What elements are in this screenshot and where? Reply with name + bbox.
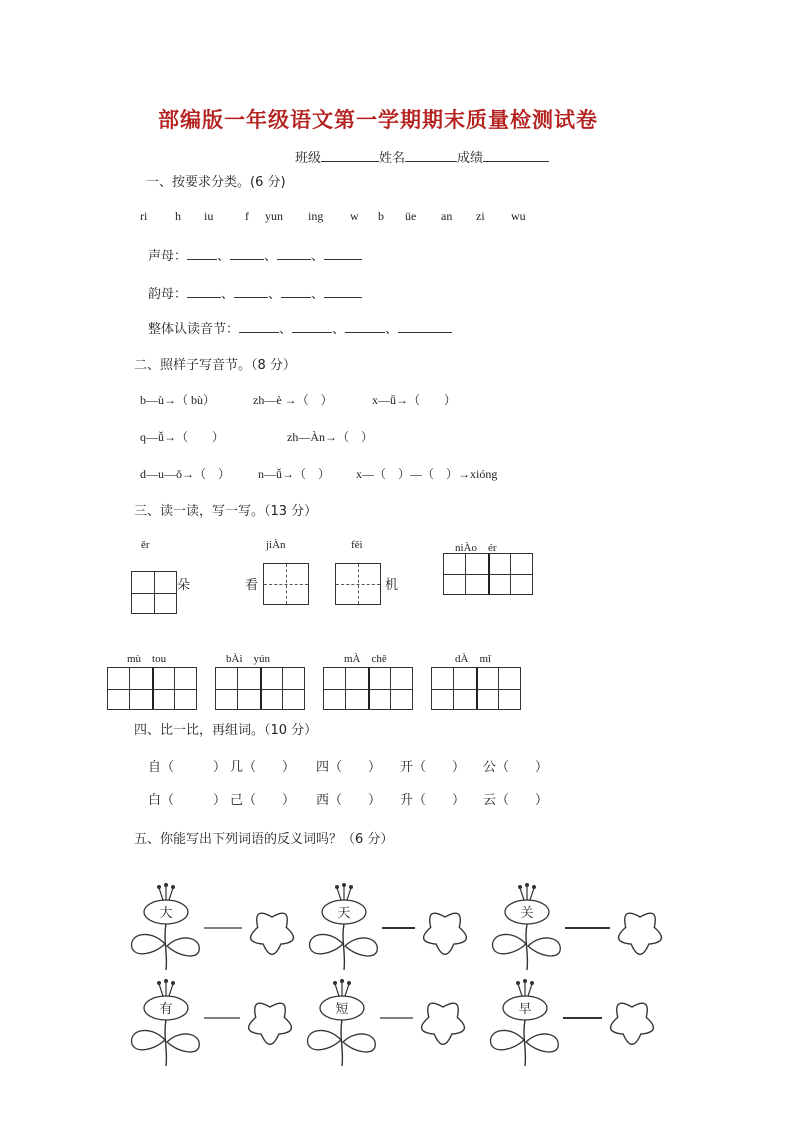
flower-word: 早	[518, 1002, 532, 1017]
pinyin-label: dÀ mǐ	[455, 653, 492, 665]
s2-item: x—（ ）—（ ）→xióng	[356, 467, 498, 481]
flower-word: 有	[159, 1002, 173, 1017]
antenna-dot	[532, 885, 536, 889]
leaf-left	[493, 934, 526, 953]
leaf-right	[526, 1034, 558, 1052]
s2-item: zh—Àn→（ ）	[287, 430, 373, 444]
answer-flower[interactable]	[251, 913, 294, 954]
s2-item: n—ǚ→（ ）	[258, 467, 331, 481]
letter: h	[175, 209, 181, 223]
pinyin-label: jiÀn	[266, 539, 286, 551]
antenna-dot	[157, 885, 161, 889]
letter: zi	[476, 209, 485, 223]
flower-stem	[341, 1020, 342, 1066]
flower-word: 天	[337, 906, 351, 921]
antenna-line	[335, 982, 349, 996]
letter: ing	[308, 209, 324, 223]
pinyin-label: fēi	[351, 539, 363, 551]
zhengti-label: 整体认读音节：	[148, 322, 240, 337]
antenna-dot	[171, 981, 175, 985]
antenna-dot	[518, 885, 522, 889]
letter: w	[350, 209, 359, 223]
flower-stem	[524, 1020, 525, 1066]
shengmu-label: 声母：	[148, 249, 188, 264]
flower-word: 短	[335, 1002, 349, 1017]
char-label: 看	[245, 578, 259, 593]
antenna-line	[520, 886, 534, 900]
flower-word: 大	[159, 906, 173, 921]
s2-item: b—ù→（ bù）	[140, 393, 216, 407]
compare-item: 开（ ）	[400, 760, 466, 775]
compare-item: 公（ ）	[483, 760, 549, 775]
antenna-line	[337, 886, 351, 900]
antenna-dot	[164, 979, 168, 983]
antenna-dot	[530, 981, 534, 985]
antenna-dot	[164, 883, 168, 887]
antenna-dot	[349, 885, 353, 889]
compare-item: 自（ ）	[148, 760, 227, 775]
letter: ri	[140, 209, 148, 223]
antenna-dot	[171, 885, 175, 889]
antenna-dot	[335, 885, 339, 889]
s2-item: q—ǚ→（ ）	[140, 430, 225, 444]
section-2-heading: 二、照样子写音节。（8 分）	[134, 358, 296, 373]
answer-flower[interactable]	[424, 913, 467, 954]
answer-flower[interactable]	[422, 1003, 465, 1044]
pinyin-label: bÀi yún	[226, 653, 270, 665]
yunmu-row: 韵母： 、 、 、	[148, 283, 362, 302]
s2-item: x—ǖ→（ ）	[372, 393, 457, 407]
antenna-dot	[523, 979, 527, 983]
compare-item: 己（ ）	[230, 793, 296, 808]
leaf-left	[308, 1030, 341, 1049]
antenna-line	[159, 982, 173, 996]
letter: an	[441, 209, 453, 223]
compare-item: 四（ ）	[316, 760, 382, 775]
leaf-right	[345, 938, 377, 956]
antenna-line	[518, 982, 532, 996]
letter: üe	[405, 209, 417, 223]
leaf-right	[167, 938, 199, 956]
answer-flower[interactable]	[611, 1003, 654, 1044]
pinyin-label: mÀ chē	[344, 653, 387, 665]
letter: b	[378, 209, 384, 223]
s2-item: zh—è →（ ）	[253, 393, 333, 407]
flower-stem	[343, 924, 344, 970]
antenna-dot	[157, 981, 161, 985]
score-label: 成绩	[457, 151, 484, 166]
pinyin-label: niÀo ér	[455, 542, 497, 554]
leaf-left	[310, 934, 343, 953]
zhengti-row: 整体认读音节： 、 、 、	[148, 318, 452, 337]
compare-item: 白（ ）	[148, 793, 227, 808]
leaf-left	[491, 1030, 524, 1049]
section-4-heading: 四、比一比，再组词。（10 分）	[134, 723, 318, 738]
answer-flower[interactable]	[249, 1003, 292, 1044]
char-label: 机	[385, 578, 399, 593]
flower-stem	[165, 924, 166, 970]
antenna-dot	[347, 981, 351, 985]
yunmu-label: 韵母：	[148, 287, 188, 302]
section-5-heading: 五、你能写出下列词语的反义词吗？（6 分）	[134, 832, 394, 847]
antenna-line	[159, 886, 173, 900]
shengmu-row: 声母： 、 、 、	[148, 245, 362, 264]
antenna-dot	[342, 883, 346, 887]
class-label: 班级	[295, 151, 322, 166]
section-3-heading: 三、读一读，写一写。（13 分）	[134, 504, 318, 519]
pinyin-label: ěr	[141, 539, 150, 551]
page-title: 部编版一年级语文第一学期期末质量检测试卷	[158, 108, 598, 132]
leaf-left	[132, 934, 165, 953]
leaf-right	[528, 938, 560, 956]
compare-item: 升（ ）	[400, 793, 466, 808]
leaf-right	[343, 1034, 375, 1052]
flower-stem	[165, 1020, 166, 1066]
antenna-dot	[516, 981, 520, 985]
pinyin-label: mù tou	[127, 653, 167, 665]
antenna-dot	[340, 979, 344, 983]
letter: iu	[204, 209, 214, 223]
flower-word: 关	[520, 906, 534, 921]
flower-stem	[526, 924, 527, 970]
section-1-heading: 一、按要求分类。(6 分)	[146, 175, 286, 190]
s2-item: d—u—ǒ→（ ）	[140, 467, 231, 481]
letter: yun	[265, 209, 283, 223]
char-label: 朵	[177, 578, 191, 593]
name-label: 姓名	[379, 151, 406, 166]
answer-flower[interactable]	[619, 913, 662, 954]
antenna-dot	[525, 883, 529, 887]
antenna-dot	[333, 981, 337, 985]
compare-item: 西（ ）	[316, 793, 382, 808]
letter: f	[245, 209, 249, 223]
compare-item: 几（ ）	[230, 760, 296, 775]
compare-item: 云（ ）	[483, 793, 549, 808]
leaf-right	[167, 1034, 199, 1052]
letter: wu	[511, 209, 526, 223]
leaf-left	[132, 1030, 165, 1049]
